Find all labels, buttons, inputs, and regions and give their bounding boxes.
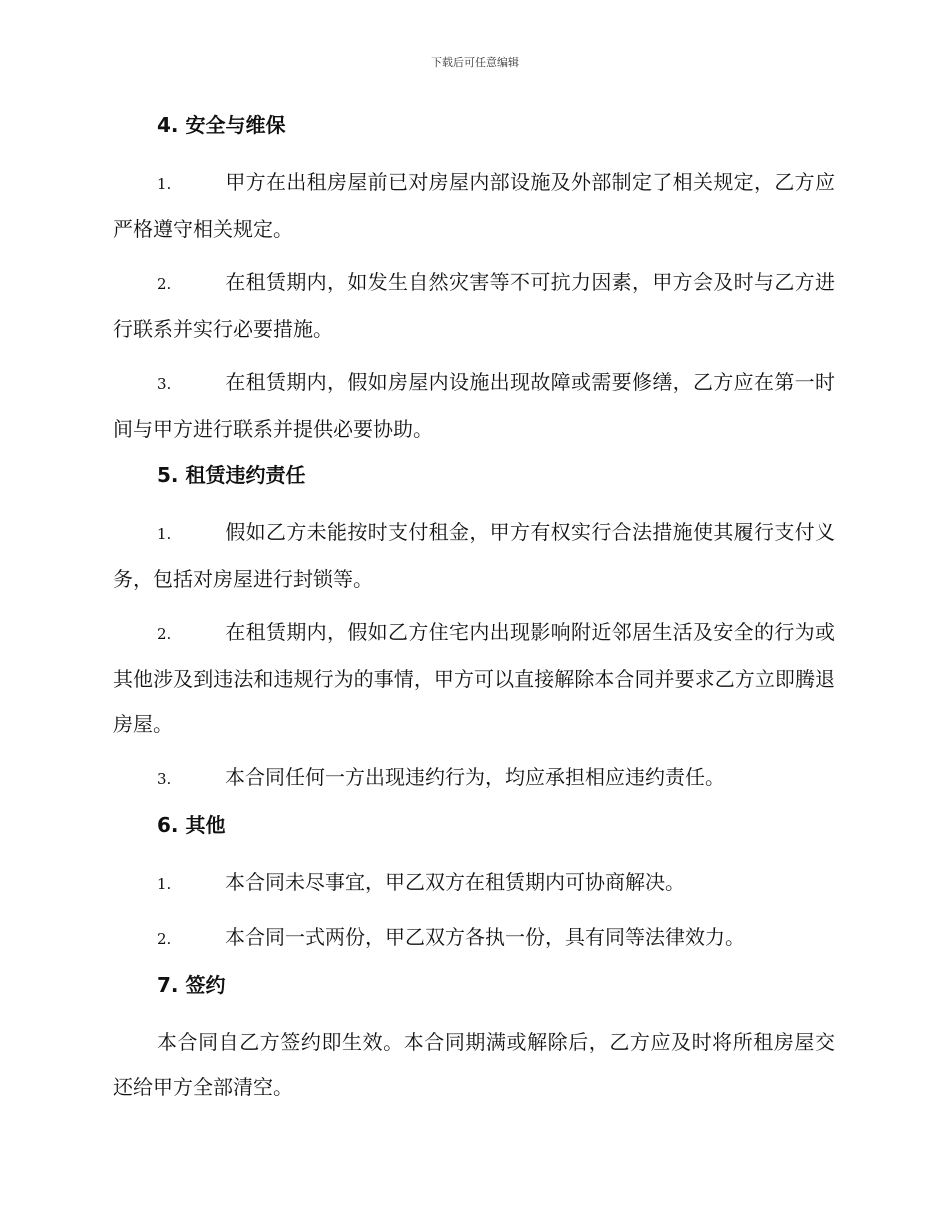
section-heading: 4. 安全与维保 — [157, 113, 286, 137]
list-item — [113, 260, 835, 352]
section-other — [113, 810, 835, 962]
list-item — [113, 160, 835, 252]
page-header-note: 下载后可任意编辑 — [431, 56, 519, 69]
item-number: 2. — [157, 930, 172, 948]
section-heading: 5. 租赁违约责任 — [157, 463, 306, 487]
list-item — [113, 860, 835, 907]
list-item — [113, 610, 835, 747]
item-number: 1. — [157, 875, 172, 893]
item-text: 假如乙方未能按时支付租金，甲方有权实行合法措施使其履行支付义务，包括对房屋进行封锁等。 — [113, 520, 835, 591]
list-item — [113, 360, 835, 452]
section-signing — [113, 970, 835, 1110]
section-safety-maintenance — [113, 110, 835, 452]
signing-paragraph: 本合同自乙方签约即生效。本合同期满或解除后，乙方应及时将所租房屋交还给甲方全部清空。 — [113, 1030, 835, 1099]
section-breach-liability — [113, 460, 835, 802]
item-number: 3. — [157, 375, 172, 393]
item-text: 在租赁期内，假如房屋内设施出现故障或需要修缮，乙方应在第一时间与甲方进行联系并提供必要协助。 — [113, 370, 835, 441]
item-text: 甲方在出租房屋前已对房屋内部设施及外部制定了相关规定，乙方应严格遵守相关规定。 — [113, 170, 835, 241]
section-heading: 7. 签约 — [157, 973, 226, 997]
item-text: 本合同任何一方出现违约行为，均应承担相应违约责任。 — [225, 765, 725, 789]
item-text: 本合同未尽事宜，甲乙双方在租赁期内可协商解决。 — [225, 870, 685, 894]
item-number: 1. — [157, 525, 172, 543]
item-number: 3. — [157, 770, 172, 788]
item-number: 2. — [157, 275, 172, 293]
item-text: 本合同一式两份，甲乙双方各执一份，具有同等法律效力。 — [225, 925, 745, 949]
list-item — [113, 915, 835, 962]
document-body — [113, 110, 835, 1110]
item-number: 1. — [157, 175, 172, 193]
section-heading: 6. 其他 — [157, 813, 226, 837]
item-number: 2. — [157, 625, 172, 643]
list-item — [113, 510, 835, 602]
item-text: 在租赁期内，假如乙方住宅内出现影响附近邻居生活及安全的行为或其他涉及到违法和违规行为的事情，甲方可以直接解除本合同并要求乙方立即腾退房屋。 — [113, 620, 835, 736]
list-item — [113, 755, 835, 802]
item-text: 在租赁期内，如发生自然灾害等不可抗力因素，甲方会及时与乙方进行联系并实行必要措施。 — [113, 270, 835, 341]
